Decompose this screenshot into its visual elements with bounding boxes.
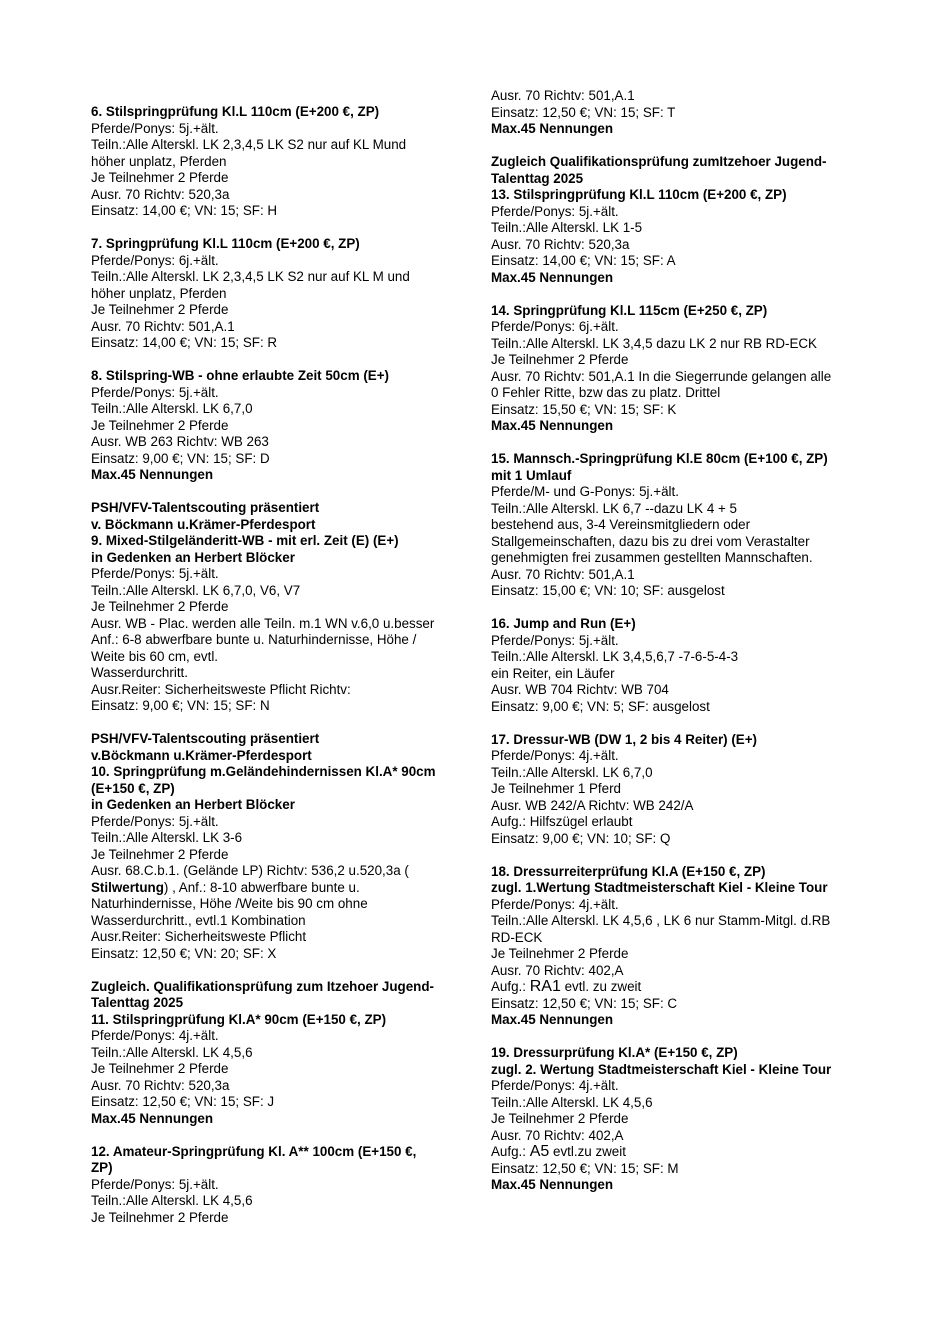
text-line — [91, 1078, 229, 1094]
text-line — [91, 913, 306, 929]
text: Pferde/Ponys: 5j.+ält. — [91, 566, 219, 581]
text-line — [491, 748, 619, 764]
text: Je Teilnehmer 2 Pferde — [91, 302, 229, 317]
bold-text: 13. Stilspringprüfung Kl.L 110cm (E+200 €, ZP) — [491, 187, 787, 202]
text: Einsatz: 14,00 €; VN: 15; SF: A — [491, 253, 676, 268]
text: Teiln.:Alle Alterskl. LK 3,4,5 dazu LK 2 nur RB RD-ECK — [491, 335, 817, 351]
bold-text: 12. Amateur-Springprüfung Kl. A** 100cm (E+150 €, — [91, 1143, 417, 1159]
text-line — [91, 847, 228, 863]
text: Wasserdurchritt. — [91, 665, 188, 680]
text-line — [91, 583, 300, 599]
text: Pferde/Ponys: 4j.+ält. — [491, 1078, 619, 1093]
text: Ausr. 70 Richtv: 501,A.1 — [491, 566, 635, 582]
text: Je Teilnehmer 2 Pferde — [91, 170, 229, 185]
text: Aufg.: — [491, 979, 530, 994]
bold-text: 6. Stilspringprüfung Kl.L 110cm (E+200 €, ZP) — [91, 104, 380, 119]
text-line — [91, 1045, 253, 1061]
text-line — [491, 814, 632, 830]
text-line — [91, 517, 315, 533]
text-line — [91, 170, 228, 186]
text-line — [491, 352, 628, 368]
text: Weite bis 60 cm, evtl. — [91, 648, 219, 664]
text: Je Teilnehmer 2 Pferde — [491, 1111, 629, 1126]
text-line — [91, 500, 319, 516]
text-line — [91, 698, 270, 714]
text: Einsatz: 9,00 €; VN: 15; SF: D — [91, 450, 270, 466]
text-line — [491, 1095, 653, 1111]
text: 0 Fehler Ritte, bzw das zu platz. Drittel — [491, 385, 721, 400]
text: Anf.: 6-8 abwerfbare bunte u. Naturhindernisse, Höhe / — [91, 632, 417, 647]
text: Pferde/Ponys: 6j.+ält. — [491, 319, 619, 334]
text-line — [91, 385, 219, 401]
bold-text: Max.45 Nennungen — [91, 467, 214, 482]
text: Naturhindernisse, Höhe /Weite bis 90 cm ohne — [91, 896, 368, 911]
text-line — [91, 797, 295, 813]
text-line — [91, 929, 306, 945]
task-code: A5 — [529, 1143, 550, 1160]
text: Einsatz: 14,00 €; VN: 15; SF: R — [91, 335, 278, 350]
text-line — [491, 649, 738, 665]
text-line — [491, 1111, 628, 1127]
text: Pferde/Ponys: 5j.+ält. — [491, 632, 619, 648]
text-line — [491, 303, 767, 319]
text: Teiln.:Alle Alterskl. LK 4,5,6 , LK 6 nur Stamm-Mitgl. d.RB — [491, 913, 831, 928]
bold-text: Max.45 Nennungen — [91, 1110, 214, 1126]
text: Pferde/M- und G-Ponys: 5j.+ält. — [491, 484, 679, 499]
text: Pferde/Ponys: 5j.+ält. — [91, 384, 219, 400]
text: Teiln.:Alle Alterskl. LK 2,3,4,5 LK S2 nur auf KL Mund — [91, 137, 407, 152]
text-line — [91, 451, 270, 467]
bold-text: 9. Mixed-Stilgeländeritt-WB - mit erl. Zeit (E) (E+) — [91, 533, 399, 548]
text: genehmigten frei zusammen gestellten Mannschaften. — [491, 550, 813, 565]
bold-text: Zugleich Qualifikationsprüfung zumItzehoer Jugend- — [491, 154, 827, 169]
text-line — [491, 418, 613, 434]
text-line — [491, 946, 628, 962]
text: Je Teilnehmer 2 Pferde — [91, 1209, 229, 1225]
text: Einsatz: 15,50 €; VN: 15; SF: K — [491, 401, 677, 417]
text-line — [491, 864, 765, 880]
text-line — [91, 434, 269, 450]
text-line — [491, 171, 583, 187]
text: Einsatz: 12,50 €; VN: 15; SF: C — [491, 995, 678, 1011]
text: Einsatz: 12,50 €; VN: 15; SF: M — [491, 1160, 679, 1176]
text-line — [491, 534, 810, 550]
text-line — [491, 1161, 679, 1177]
text-line — [91, 632, 416, 648]
text-line — [491, 237, 629, 253]
text-line — [91, 253, 219, 269]
text: Ausr. 70 Richtv: 402,A — [491, 962, 624, 978]
text-line — [491, 385, 720, 401]
text: höher unplatz, Pferden — [91, 285, 227, 301]
text: Teiln.:Alle Alterskl. LK 2,3,4,5 LK S2 nur auf KL M und — [91, 269, 410, 284]
text-line — [491, 1078, 619, 1094]
text-line — [91, 946, 276, 962]
text: Einsatz: 9,00 €; VN: 10; SF: Q — [491, 830, 671, 846]
text: Ausr. 70 Richtv: 501,A.1 — [91, 318, 235, 334]
text-line — [491, 253, 676, 269]
text-line — [91, 236, 360, 252]
text-line — [91, 550, 295, 566]
text-line — [91, 203, 277, 219]
text-line — [491, 484, 679, 500]
text-line — [91, 368, 389, 384]
text-line — [91, 880, 360, 896]
text-line — [91, 269, 410, 285]
text-line — [491, 930, 542, 946]
bold-text: Max.45 Nennungen — [491, 121, 614, 136]
text: Je Teilnehmer 2 Pferde — [491, 946, 629, 961]
bold-text: ZP) — [91, 1160, 113, 1175]
text-line — [491, 699, 710, 715]
bold-text: 17. Dressur-WB (DW 1, 2 bis 4 Reiter) (E+) — [491, 731, 758, 747]
text-line — [491, 1045, 738, 1061]
text: Wasserdurchritt., evtl.1 Kombination — [91, 912, 306, 928]
text-line — [91, 995, 183, 1011]
bold-text: 15. Mannsch.-Springprüfung Kl.E 80cm (E+100 €, ZP) — [491, 451, 828, 466]
text-line — [91, 467, 213, 483]
text: Aufg.: Hilfszügel erlaubt — [491, 814, 633, 829]
text: Teiln.:Alle Alterskl. LK 4,5,6 — [91, 1193, 253, 1208]
text-line — [91, 979, 434, 995]
text-line — [491, 633, 619, 649]
text-line — [491, 336, 817, 352]
text: Teiln.:Alle Alterskl. LK 6,7,0, V6, V7 — [91, 582, 301, 598]
text-line — [91, 121, 219, 137]
text: ) , Anf.: 8-10 abwerfbare bunte u. — [163, 879, 360, 895]
text: Teiln.:Alle Alterskl. LK 6,7 --dazu LK 4 + 5 — [491, 500, 737, 516]
text-line — [491, 880, 828, 896]
text: Ausr. 70 Richtv: 520,3a — [91, 1077, 230, 1093]
text-line — [491, 1012, 613, 1028]
text: Einsatz: 14,00 €; VN: 15; SF: H — [91, 203, 278, 218]
bold-text: PSH/VFV-Talentscouting präsentiert — [91, 500, 320, 515]
text: Je Teilnehmer 2 Pferde — [91, 599, 229, 614]
text-line — [91, 863, 409, 879]
text: Ausr. WB 242/A Richtv: WB 242/A — [491, 797, 694, 813]
bold-text: Talenttag 2025 — [91, 995, 184, 1010]
text-line — [91, 418, 228, 434]
text-line — [491, 105, 675, 121]
text-line — [491, 270, 613, 286]
text: evtl. zu zweit — [560, 979, 642, 994]
text: Ausr. 70 Richtv: 520,3a — [491, 236, 630, 252]
text-line — [91, 533, 399, 549]
text: Einsatz: 9,00 €; VN: 5; SF: ausgelost — [491, 698, 710, 714]
text-line — [491, 1128, 624, 1144]
text: Ausr. 70 Richtv: 402,A — [491, 1127, 624, 1143]
text-line — [491, 1144, 626, 1160]
text: Einsatz: 12,50 €; VN: 15; SF: J — [91, 1094, 275, 1109]
bold-text: in Gedenken an Herbert Blöcker — [91, 549, 295, 565]
text: RD-ECK — [491, 929, 543, 945]
text-line — [491, 154, 827, 170]
text-line — [491, 682, 669, 698]
text-line — [91, 1094, 274, 1110]
bold-text: zugl. 1.Wertung Stadtmeisterschaft Kiel - Kleine Tour — [491, 880, 828, 895]
text-line — [91, 830, 242, 846]
text: Teiln.:Alle Alterskl. LK 1-5 — [491, 220, 643, 235]
text-line — [491, 517, 750, 533]
text-line — [491, 88, 635, 104]
text-line — [91, 1028, 219, 1044]
text: Pferde/Ponys: 5j.+ält. — [491, 203, 619, 219]
text: Ausr. 70 Richtv: 501,A.1 In die Siegerrunde gelangen alle — [491, 368, 832, 384]
bold-text: mit 1 Umlauf — [491, 467, 572, 483]
text-line — [91, 731, 319, 747]
text: Einsatz: 15,00 €; VN: 10; SF: ausgelost — [491, 583, 725, 598]
text-line — [491, 765, 653, 781]
text-line — [91, 1160, 113, 1176]
bold-text: Max.45 Nennungen — [491, 418, 614, 433]
text-line — [491, 550, 813, 566]
text: ein Reiter, ein Läufer — [491, 665, 615, 681]
bold-text: Talenttag 2025 — [491, 170, 584, 186]
text-line — [491, 996, 677, 1012]
text-line — [91, 896, 368, 912]
text-line — [91, 814, 219, 830]
text: evtl.zu zweit — [549, 1144, 626, 1159]
text-line — [91, 1144, 416, 1160]
text-line — [491, 567, 635, 583]
text-line — [91, 104, 379, 120]
text: Ausr. 70 Richtv: 520,3a — [91, 186, 230, 202]
text-line — [491, 666, 615, 682]
text: Pferde/Ponys: 5j.+ält. — [91, 813, 219, 829]
text-line — [91, 599, 228, 615]
text: Teiln.:Alle Alterskl. LK 6,7,0 — [91, 401, 253, 416]
text-line — [91, 566, 219, 582]
bold-text: Max.45 Nennungen — [491, 1177, 614, 1192]
text-line — [91, 1177, 219, 1193]
bold-text: 18. Dressurreiterprüfung Kl.A (E+150 €, ZP) — [491, 863, 766, 879]
text: Teiln.:Alle Alterskl. LK 4,5,6 — [91, 1044, 253, 1060]
bold-text: Max.45 Nennungen — [491, 1012, 614, 1027]
text: Je Teilnehmer 2 Pferde — [91, 846, 229, 862]
bold-text: 11. Stilspringprüfung Kl.A* 90cm (E+150 €, ZP) — [91, 1011, 387, 1027]
text-line — [91, 319, 235, 335]
text: Pferde/Ponys: 5j.+ält. — [91, 120, 219, 136]
text-line — [91, 401, 253, 417]
bold-text: 7. Springprüfung Kl.L 110cm (E+200 €, ZP) — [91, 236, 360, 251]
bold-text: (E+150 €, ZP) — [91, 780, 175, 796]
text-line — [91, 616, 434, 632]
text: Pferde/Ponys: 6j.+ält. — [91, 252, 219, 268]
text-line — [91, 764, 436, 780]
text-line — [91, 154, 227, 170]
text: Pferde/Ponys: 4j.+ält. — [491, 748, 619, 763]
text: Pferde/Ponys: 5j.+ält. — [91, 1176, 219, 1192]
text: Ausr. WB - Plac. werden alle Teiln. m.1 WN v.6,0 u.besser — [91, 615, 435, 631]
bold-text: v.Böckmann u.Krämer-Pferdesport — [91, 747, 312, 763]
text: Einsatz: 12,50 €; VN: 15; SF: T — [491, 104, 676, 120]
text: Stallgemeinschaften, dazu bis zu drei vom Verastalter — [491, 533, 810, 549]
text: Je Teilnehmer 2 Pferde — [91, 417, 229, 433]
text-line — [91, 682, 351, 698]
text-line — [491, 1062, 831, 1078]
text: Ausr. 68.C.b.1. (Gelände LP) Richtv: 536,2 u.520,3a ( — [91, 863, 409, 878]
bold-text: 16. Jump and Run (E+) — [491, 616, 636, 631]
text: Ausr. WB 263 Richtv: WB 263 — [91, 434, 269, 449]
text-line — [91, 1012, 386, 1028]
text-line — [91, 1111, 213, 1127]
bold-text: PSH/VFV-Talentscouting präsentiert — [91, 731, 320, 746]
text: Ausr. WB 704 Richtv: WB 704 — [491, 682, 669, 697]
text-line — [491, 501, 737, 517]
text: höher unplatz, Pferden — [91, 153, 227, 169]
text: Aufg.: — [491, 1144, 530, 1159]
text-line — [91, 302, 228, 318]
text: Je Teilnehmer 1 Pferd — [491, 781, 622, 796]
text: Ausr. 70 Richtv: 501,A.1 — [491, 88, 635, 103]
text: Einsatz: 12,50 €; VN: 20; SF: X — [91, 945, 277, 961]
text: Teiln.:Alle Alterskl. LK 3-6 — [91, 830, 243, 845]
text-line — [491, 616, 636, 632]
text: Teiln.:Alle Alterskl. LK 4,5,6 — [491, 1094, 653, 1110]
bold-text: 8. Stilspring-WB - ohne erlaubte Zeit 50cm (E+) — [91, 368, 389, 383]
text-line — [491, 897, 619, 913]
text-line — [91, 187, 229, 203]
text-line — [91, 335, 277, 351]
text-line — [491, 732, 757, 748]
text-line — [491, 831, 670, 847]
text-line — [491, 204, 619, 220]
text-line — [491, 319, 619, 335]
bold-text: v. Böckmann u.Krämer-Pferdesport — [91, 516, 316, 532]
text: Teiln.:Alle Alterskl. LK 3,4,5,6,7 -7-6-5-4-3 — [491, 649, 739, 664]
text-line — [491, 798, 693, 814]
text: Je Teilnehmer 2 Pferde — [491, 352, 629, 367]
text-line — [491, 781, 621, 797]
text-line — [491, 121, 613, 137]
bold-text: Zugleich. Qualifikationsprüfung zum Itzehoer Jugend- — [91, 978, 434, 994]
text-line — [491, 451, 828, 467]
bold-text: Stilwertung — [91, 879, 164, 895]
text-line — [491, 963, 624, 979]
text-line — [91, 665, 188, 681]
text: Je Teilnehmer 2 Pferde — [91, 1061, 229, 1076]
text: Einsatz: 9,00 €; VN: 15; SF: N — [91, 698, 270, 713]
text-line — [491, 979, 641, 995]
task-code: RA1 — [529, 978, 561, 995]
text-line — [491, 187, 787, 203]
bold-text: Max.45 Nennungen — [491, 269, 614, 285]
text-line — [491, 468, 571, 484]
text-line — [491, 369, 831, 385]
bold-text: 10. Springprüfung m.Geländehindernissen Kl.A* 90cm — [91, 764, 436, 779]
text-line — [491, 1177, 613, 1193]
text: Pferde/Ponys: 4j.+ält. — [91, 1028, 219, 1043]
bold-text: zugl. 2. Wertung Stadtmeisterschaft Kiel - Kleine Tour — [491, 1061, 832, 1077]
text-line — [91, 1193, 253, 1209]
text: Pferde/Ponys: 4j.+ält. — [491, 896, 619, 912]
text: bestehend aus, 3-4 Vereinsmitgliedern oder — [491, 517, 751, 532]
text-line — [491, 913, 830, 929]
text-line — [91, 748, 312, 764]
text-line — [491, 583, 725, 599]
text-line — [91, 1061, 228, 1077]
text-line — [91, 649, 218, 665]
text-line — [91, 1210, 228, 1226]
text-line — [91, 137, 406, 153]
bold-text: 19. Dressurprüfung Kl.A* (E+150 €, ZP) — [491, 1045, 738, 1060]
text: Ausr.Reiter: Sicherheitsweste Pflicht — [91, 929, 307, 944]
text-line — [491, 402, 676, 418]
text: Teiln.:Alle Alterskl. LK 6,7,0 — [491, 764, 653, 780]
text-line — [91, 286, 227, 302]
text: Ausr.Reiter: Sicherheitsweste Pflicht Richtv: — [91, 681, 351, 697]
bold-text: 14. Springprüfung Kl.L 115cm (E+250 €, ZP) — [491, 302, 768, 318]
text-line — [491, 220, 642, 236]
text-line — [91, 781, 175, 797]
bold-text: in Gedenken an Herbert Blöcker — [91, 797, 295, 812]
